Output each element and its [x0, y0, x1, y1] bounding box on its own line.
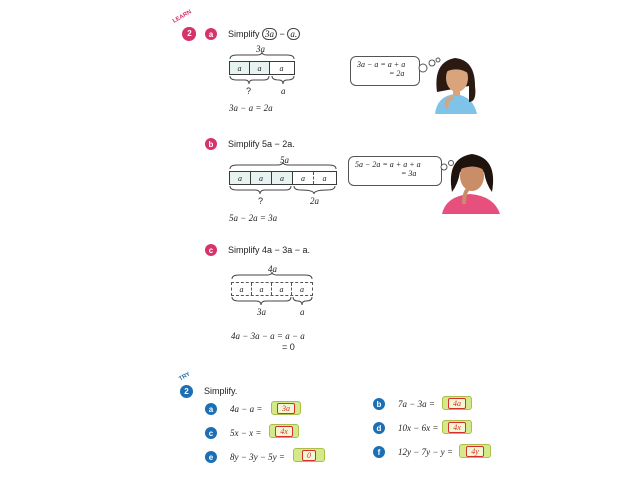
bar-cell: a [272, 172, 293, 184]
part-c-prompt: Simplify 4a − 3a − a. [228, 245, 311, 255]
part-b-letter: b [205, 138, 217, 150]
part-c-letter: c [205, 244, 217, 256]
try-d-expr: 10x − 6x = [398, 423, 439, 433]
bar-cell-removed: a [314, 172, 335, 184]
bar-cell: a [250, 62, 270, 74]
part-b-prompt: Simplify 5a − 2a. [228, 139, 295, 149]
part-a-bottom-left-label: ? [246, 86, 252, 96]
part-c-result-line2: = 0 [282, 342, 295, 352]
learn-badge-word: LEARN [171, 9, 193, 25]
try-badge-word: TRY [178, 371, 192, 383]
part-b-bubble-line1: 5a − 2a = a + a + a [355, 160, 421, 169]
part-a-bottom-brace-icon [229, 76, 295, 84]
bar-cell-removed: a [293, 172, 314, 184]
bar-cell-removed: a [270, 62, 293, 74]
girl-thinking-illustration [425, 52, 485, 114]
try-d-letter: d [373, 422, 385, 434]
bar-cell-removed: a [252, 283, 272, 295]
try-d-answer: 4x [448, 422, 466, 433]
part-c-bottom-left-label: 3a [257, 307, 266, 317]
try-b-letter: b [373, 398, 385, 410]
try-a-letter: a [205, 403, 217, 415]
part-b-top-brace-icon [229, 162, 337, 170]
part-b-thought-bubble [348, 156, 442, 186]
try-c-answer: 4x [275, 426, 293, 437]
part-c-bottom-right-label: a [300, 307, 305, 317]
part-b-top-label: 5a [280, 155, 289, 165]
try-e-answer: 0 [302, 450, 316, 461]
part-a-result: 3a − a = 2a [229, 103, 273, 113]
bar-cell-removed: a [272, 283, 292, 295]
try-a-answer-box[interactable] [271, 401, 301, 415]
part-a-prompt [228, 29, 300, 39]
part-c-top-brace-icon [231, 272, 313, 280]
try-f-answer-box[interactable] [459, 444, 491, 458]
part-a-prompt-expr1: 3a [262, 28, 277, 40]
try-e-letter: e [205, 451, 217, 463]
part-b-bubble-line2: = 3a [401, 169, 417, 178]
part-b-bottom-left-label: ? [258, 196, 264, 206]
try-c-letter: c [205, 427, 217, 439]
bar-cell-removed: a [232, 283, 252, 295]
try-number: 2 [180, 385, 193, 398]
try-f-expr: 12y − 7y − y = [398, 447, 453, 457]
try-f-letter: f [373, 446, 385, 458]
bar-cell: a [251, 172, 272, 184]
try-b-answer-box[interactable] [442, 396, 472, 410]
part-c-result-line1: 4a − 3a − a = a − a [231, 331, 305, 341]
try-c-expr: 5x − x = [230, 428, 262, 438]
try-f-answer: 4y [466, 446, 484, 457]
part-c-top-label: 4a [268, 264, 277, 274]
part-a-letter: a [205, 28, 217, 40]
girl-thinking-illustration [440, 150, 502, 214]
bar-cell: a [230, 62, 250, 74]
part-a-thought-bubble [350, 56, 420, 86]
bar-cell-removed: a [292, 283, 312, 295]
part-a-prompt-expr2: a. [287, 28, 300, 40]
part-a-bar [229, 61, 295, 75]
try-d-answer-box[interactable] [442, 420, 472, 434]
try-c-answer-box[interactable] [269, 424, 299, 438]
try-a-expr: 4a − a = [230, 404, 263, 414]
part-a-bubble-line2: = 2a [389, 69, 405, 78]
bar-cell: a [230, 172, 251, 184]
part-a-prompt-minus: − [279, 29, 285, 39]
try-instruction: Simplify. [204, 386, 238, 396]
part-b-result: 5a − 2a = 3a [229, 213, 278, 223]
try-a-answer: 3a [277, 403, 295, 414]
part-c-bottom-brace-icon [231, 297, 313, 305]
try-b-expr: 7a − 3a = [398, 399, 435, 409]
learn-number: 2 [183, 27, 196, 40]
try-b-answer: 4a [448, 398, 466, 409]
try-e-answer-box[interactable] [293, 448, 325, 462]
part-a-prompt-text: Simplify [228, 29, 260, 39]
part-c-bar [231, 282, 313, 296]
part-b-bottom-brace-icon [229, 186, 337, 194]
part-b-bar [229, 171, 337, 185]
part-b-bottom-right-label: 2a [310, 196, 319, 206]
part-a-bubble-line1: 3a − a = a + a [357, 60, 406, 69]
try-e-expr: 8y − 3y − 5y = [230, 452, 285, 462]
part-a-bottom-right-label: a [281, 86, 286, 96]
part-a-top-label: 3a [256, 44, 265, 54]
part-a-top-brace-icon [229, 52, 295, 60]
